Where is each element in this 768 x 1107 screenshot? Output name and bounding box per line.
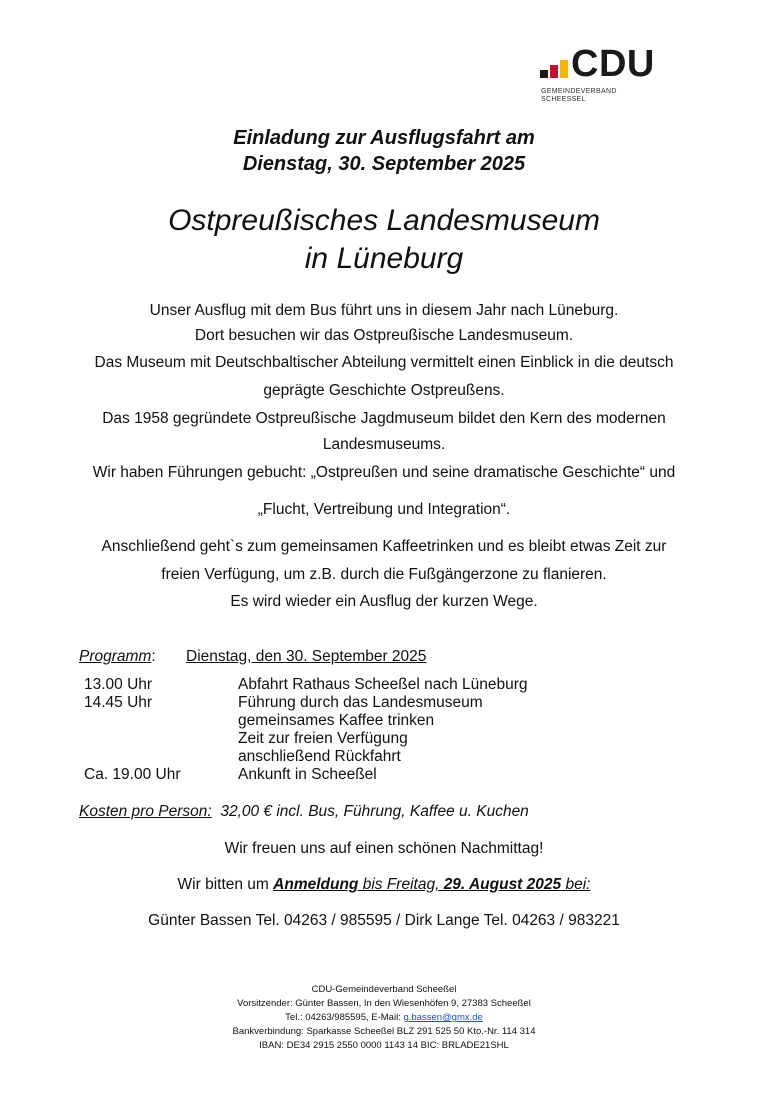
program-date: Dienstag, den 30. September 2025: [186, 648, 427, 665]
logo-bars-icon: [540, 60, 570, 78]
body-line-11: Es wird wieder ein Ausflug der kurzen Wege.: [230, 593, 538, 610]
program-item-2: Führung durch das Landesmuseum: [238, 694, 483, 711]
body-line-3: Das Museum mit Deutschbaltischer Abteilung vermittelt einen Einblick in die deutsch: [94, 354, 674, 371]
footer: [0, 983, 768, 1053]
footer-org: CDU-Gemeindeverband Scheeßel: [311, 984, 457, 995]
body-line-4: geprägte Geschichte Ostpreußens.: [263, 382, 505, 399]
registration-line: Wir bitten um Anmeldung bis Freitag, 29. August 2025 bei:: [177, 876, 591, 893]
program-time-6: Ca. 19.00 Uhr: [84, 766, 181, 783]
contacts-line: Günter Bassen Tel. 04263 / 985595 / Dirk Lange Tel. 04263 / 983221: [148, 912, 620, 929]
footer-chair: Vorsitzender: Günter Bassen, In den Wiesenhöfen 9, 27383 Scheeßel: [237, 998, 531, 1009]
footer-bank: Bankverbindung: Sparkasse Scheeßel BLZ 291 525 50 Kto.-Nr. 114 314: [232, 1026, 536, 1037]
logo-wordmark: CDU: [571, 43, 655, 85]
body-line-6: Landesmuseums.: [322, 436, 446, 453]
body-line-2: Dort besuchen wir das Ostpreußische Landesmuseum.: [194, 327, 574, 344]
email-link[interactable]: g.bassen@gmx.de: [403, 1012, 483, 1023]
body-line-5: Das 1958 gegründete Ostpreußische Jagdmuseum bildet den Kern des modernen: [102, 410, 666, 427]
program-time-1: 13.00 Uhr: [84, 676, 153, 693]
logo-subtitle: GEMEINDEVERBAND SCHEESSEL: [541, 88, 617, 103]
costs-label: Kosten pro Person:: [79, 803, 212, 820]
cdu-logo: [540, 43, 680, 103]
body-line-7: Wir haben Führungen gebucht: „Ostpreußen und seine dramatische Geschichte“ und: [92, 464, 676, 481]
invitation-heading: Einladung zur Ausflugsfahrt am Dienstag, 30. September 2025: [233, 127, 535, 175]
body-line-9: Anschließend geht`s zum gemeinsamen Kaffeetrinken und es bleibt etwas Zeit zur: [101, 538, 667, 555]
costs-value: 32,00 € incl. Bus, Führung, Kaffee u. Kuchen: [220, 803, 529, 820]
body-line-8: „Flucht, Vertreibung und Integration“.: [257, 501, 511, 518]
program-item-4: Zeit zur freien Verfügung: [238, 730, 408, 747]
footer-iban: IBAN: DE34 2915 2550 0000 1143 14 BIC: BRLADE21SHL: [259, 1040, 509, 1051]
program-item-6: Ankunft in Scheeßel: [238, 766, 377, 783]
closing-line: Wir freuen uns auf einen schönen Nachmittag!: [224, 840, 544, 857]
museum-title: Ostpreußisches Landesmuseum in Lüneburg: [168, 204, 600, 275]
body-line-10: freien Verfügung, um z.B. durch die Fußgängerzone zu flanieren.: [161, 566, 607, 583]
program-item-5: anschließend Rückfahrt: [238, 748, 401, 765]
program-item-1: Abfahrt Rathaus Scheeßel nach Lüneburg: [238, 676, 528, 693]
program-time-2: 14.45 Uhr: [84, 694, 153, 711]
costs-line: [79, 803, 529, 821]
program-item-3: gemeinsames Kaffee trinken: [238, 712, 435, 729]
body-line-1: Unser Ausflug mit dem Bus führt uns in diesem Jahr nach Lüneburg.: [149, 302, 619, 319]
program-label: Programm:: [79, 648, 156, 665]
footer-contact: Tel.: 04263/985595, E-Mail: g.bassen@gmx.de: [285, 1012, 483, 1023]
